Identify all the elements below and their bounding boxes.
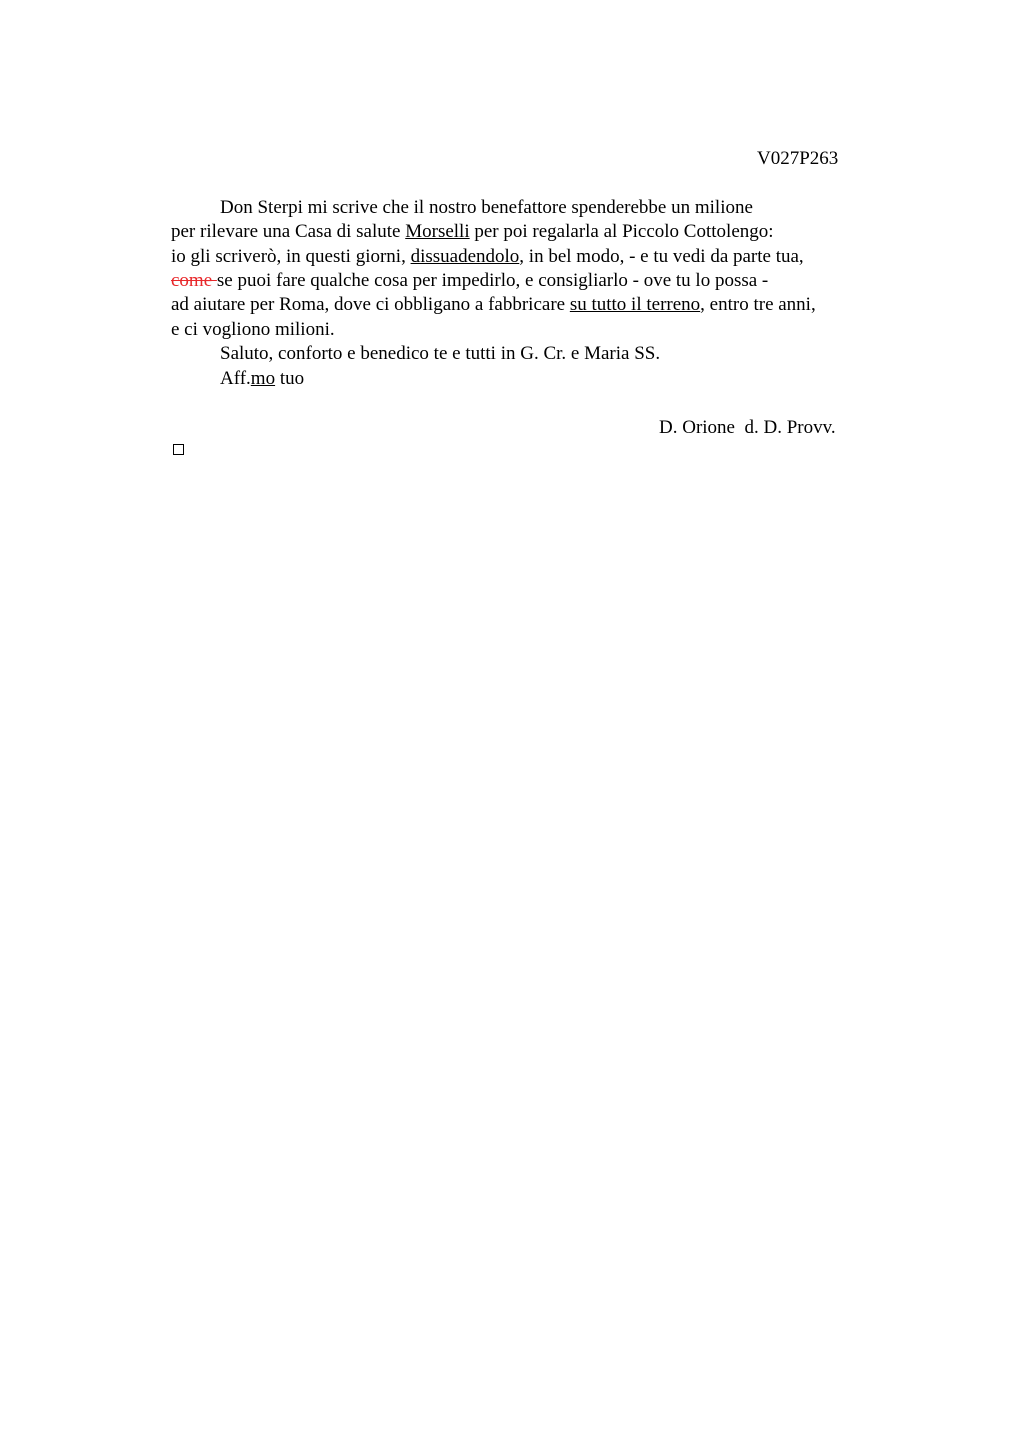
letter-text: tuo: [275, 368, 305, 389]
letter-line-1: Don Sterpi mi scrive che il nostro benefattore spenderebbe un milione: [220, 197, 753, 218]
underlined-word-morselli: Morselli: [405, 221, 470, 242]
letter-line-5: [171, 293, 816, 317]
letter-text: io gli scriverò, in questi giorni,: [171, 246, 411, 267]
letter-closing: [220, 367, 304, 391]
letter-text: Aff.: [220, 368, 251, 389]
letter-text: per rilevare una Casa di salute: [171, 221, 406, 242]
letter-text: per poi regalarla al Piccolo Cottolengo:: [469, 221, 774, 242]
letter-text: ad aiutare per Roma, dove ci obbligano a fabbricare: [171, 294, 570, 315]
letter-line-2: [171, 220, 774, 244]
letter-greeting: Saluto, conforto e benedico te e tutti in G. Cr. e Maria SS.: [220, 343, 661, 364]
checkbox-square-icon: [173, 444, 184, 455]
letter-line-4: [171, 269, 768, 293]
letter-line-6: e ci vogliono milioni.: [171, 319, 335, 340]
letter-text: , entro tre anni,: [700, 294, 816, 315]
letter-signature: D. Orione d. D. Provv.: [659, 417, 836, 438]
letter-text: se puoi fare qualche cosa per impedirlo, e consigliarlo - ove tu lo possa -: [216, 270, 769, 291]
letter-line-3: [171, 245, 804, 269]
underlined-word-dissuadendolo: dissuadendolo: [410, 246, 520, 267]
underlined-abbrev-mo: mo: [250, 368, 276, 389]
document-reference: V027P263: [757, 148, 839, 169]
letter-text: , in bel modo, - e tu vedi da parte tua,: [519, 246, 804, 267]
underlined-phrase-terreno: su tutto il terreno: [569, 294, 701, 315]
struck-word-come: come: [171, 270, 217, 291]
